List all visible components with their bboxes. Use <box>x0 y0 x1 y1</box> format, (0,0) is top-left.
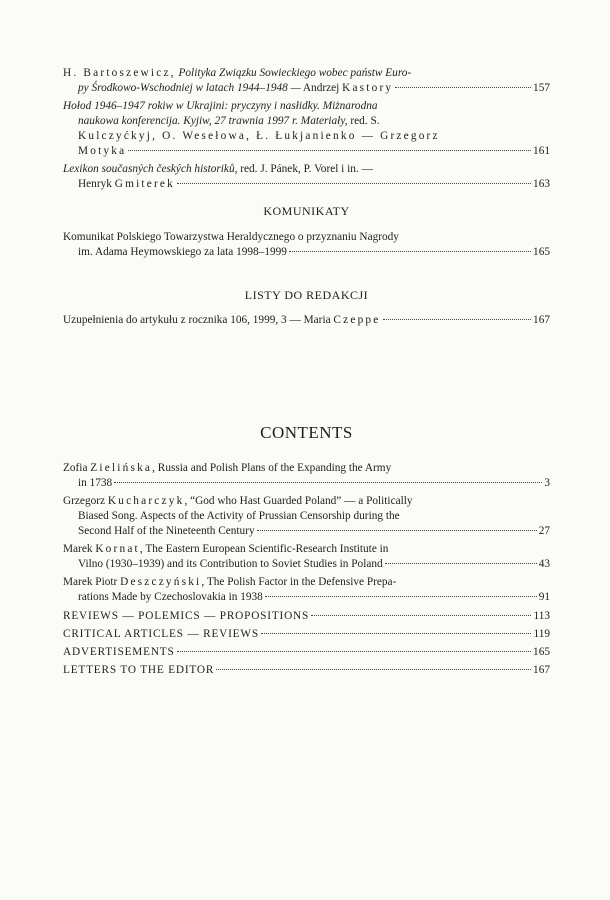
toc-entry <box>63 575 550 605</box>
section-heading: LISTY DO REDAKCJI <box>244 288 369 302</box>
section-title: ADVERTISEMENTS <box>63 646 175 658</box>
entry-text: Grzegorz <box>63 495 108 507</box>
entry-text: red. S. <box>347 115 380 127</box>
entry-author: Deszczyński <box>120 576 202 588</box>
page-number: 113 <box>533 610 550 622</box>
contents-articles <box>63 461 550 608</box>
entry-title: py Środkowo-Wschodniej w latach 1944–1948 — <box>78 82 301 94</box>
entry-title: , “God who Hast Guarded Poland” — a Politically <box>184 495 413 507</box>
entry-title: naukowa konferencija. Kyjiw, 27 trawnia 1997 r. Materiały, <box>78 115 348 127</box>
entry-text: Marek <box>63 543 96 555</box>
page-number: 157 <box>533 82 550 94</box>
dot-leader <box>128 149 531 151</box>
dot-leader <box>265 595 537 597</box>
page-number: 91 <box>538 591 550 603</box>
toc-entry <box>63 494 550 539</box>
toc-section-entry <box>63 663 550 678</box>
entry-author: Kucharczyk <box>107 495 185 507</box>
dot-leader <box>216 668 531 670</box>
page-number: 163 <box>533 178 550 190</box>
section-title: LETTERS TO THE EDITOR <box>63 664 215 676</box>
section-heading: KOMUNIKATY <box>263 204 350 218</box>
entry-title: Hołod 1946–1947 rokiw w Ukrajini: pryczyny i nasłidky. Miżnarodna <box>63 100 378 112</box>
entry-reviewer: Motyka <box>78 145 127 157</box>
entry-author: Zielińska <box>90 462 153 474</box>
contents-section <box>63 423 550 443</box>
entry-text: Andrzej <box>300 82 343 94</box>
komunikaty-list <box>63 230 550 263</box>
dot-leader <box>114 481 542 483</box>
entry-editors: Kulczyćkyj, O. Wesełowa, Ł. Łukjanienko — Grzegorz <box>78 130 440 142</box>
dot-leader <box>395 86 531 88</box>
entry-title: Uzupełnienia do artykułu z rocznika 106, 1999, 3 — Maria <box>63 314 334 326</box>
entry-title: Lexikon současných českých historiků, <box>63 163 238 175</box>
entry-reviewer: Gmiterek <box>114 178 175 190</box>
contents-sections <box>63 609 550 681</box>
dot-leader <box>177 182 531 184</box>
entry-title: Biased Song. Aspects of the Activity of Prussian Censorship during the <box>78 510 400 522</box>
polish-reviews-list <box>63 66 550 195</box>
dot-leader <box>383 318 532 320</box>
komunikaty-section <box>63 204 550 219</box>
toc-section-entry <box>63 627 550 642</box>
toc-entry <box>63 313 550 328</box>
entry-title: Vilno (1930–1939) and its Contribution to Soviet Studies in Poland <box>78 558 383 570</box>
entry-title: , The Eastern European Scientific-Research Institute in <box>139 543 389 555</box>
entry-title: Polityka Związku Sowieckiego wobec państw Euro- <box>175 67 412 79</box>
entry-author: H. Bartoszewicz, <box>63 67 176 79</box>
page-number: 161 <box>533 145 550 157</box>
dot-leader <box>177 650 531 652</box>
entry-text: red. J. Pánek, P. Vorel i in. — <box>237 163 373 175</box>
listy-list <box>63 313 550 331</box>
entry-title: , The Polish Factor in the Defensive Prepa- <box>201 576 397 588</box>
dot-leader <box>385 562 537 564</box>
page-number: 165 <box>533 646 550 658</box>
listy-section <box>63 288 550 303</box>
toc-entry <box>63 162 550 192</box>
toc-entry <box>63 542 550 572</box>
entry-title: im. Adama Heymowskiego za lata 1998–1999 <box>78 246 287 258</box>
entry-text: Marek Piotr <box>63 576 121 588</box>
toc-entry <box>63 230 550 260</box>
entry-title: Komunikat Polskiego Towarzystwa Heraldycznego o przyznaniu Nagrody <box>63 231 399 243</box>
page-number: 167 <box>533 664 550 676</box>
entry-text: Henryk <box>78 178 115 190</box>
entry-title: Second Half of the Nineteenth Century <box>78 525 255 537</box>
entry-text: Zofia <box>63 462 91 474</box>
dot-leader <box>261 632 532 634</box>
entry-title: , Russia and Polish Plans of the Expanding the Army <box>152 462 392 474</box>
entry-title: rations Made by Czechoslovakia in 1938 <box>78 591 263 603</box>
page-number: 165 <box>533 246 550 258</box>
page-number: 3 <box>544 477 550 489</box>
page-number: 43 <box>538 558 550 570</box>
section-title: CRITICAL ARTICLES — REVIEWS <box>63 628 259 640</box>
contents-heading: CONTENTS <box>260 423 353 442</box>
entry-author: Kornat <box>95 543 140 555</box>
toc-entry <box>63 66 550 96</box>
toc-entry <box>63 99 550 159</box>
dot-leader <box>311 614 531 616</box>
toc-section-entry <box>63 609 550 624</box>
dot-leader <box>257 529 537 531</box>
page-number: 167 <box>533 314 550 326</box>
entry-author: Czeppe <box>333 314 381 326</box>
toc-section-entry <box>63 645 550 660</box>
section-title: REVIEWS — POLEMICS — PROPOSITIONS <box>63 610 310 622</box>
entry-reviewer: Kastory <box>342 82 394 94</box>
entry-title: in 1738 <box>78 477 113 489</box>
toc-entry <box>63 461 550 491</box>
page-number: 27 <box>538 525 550 537</box>
dot-leader <box>289 250 531 252</box>
page-number: 119 <box>533 628 550 640</box>
